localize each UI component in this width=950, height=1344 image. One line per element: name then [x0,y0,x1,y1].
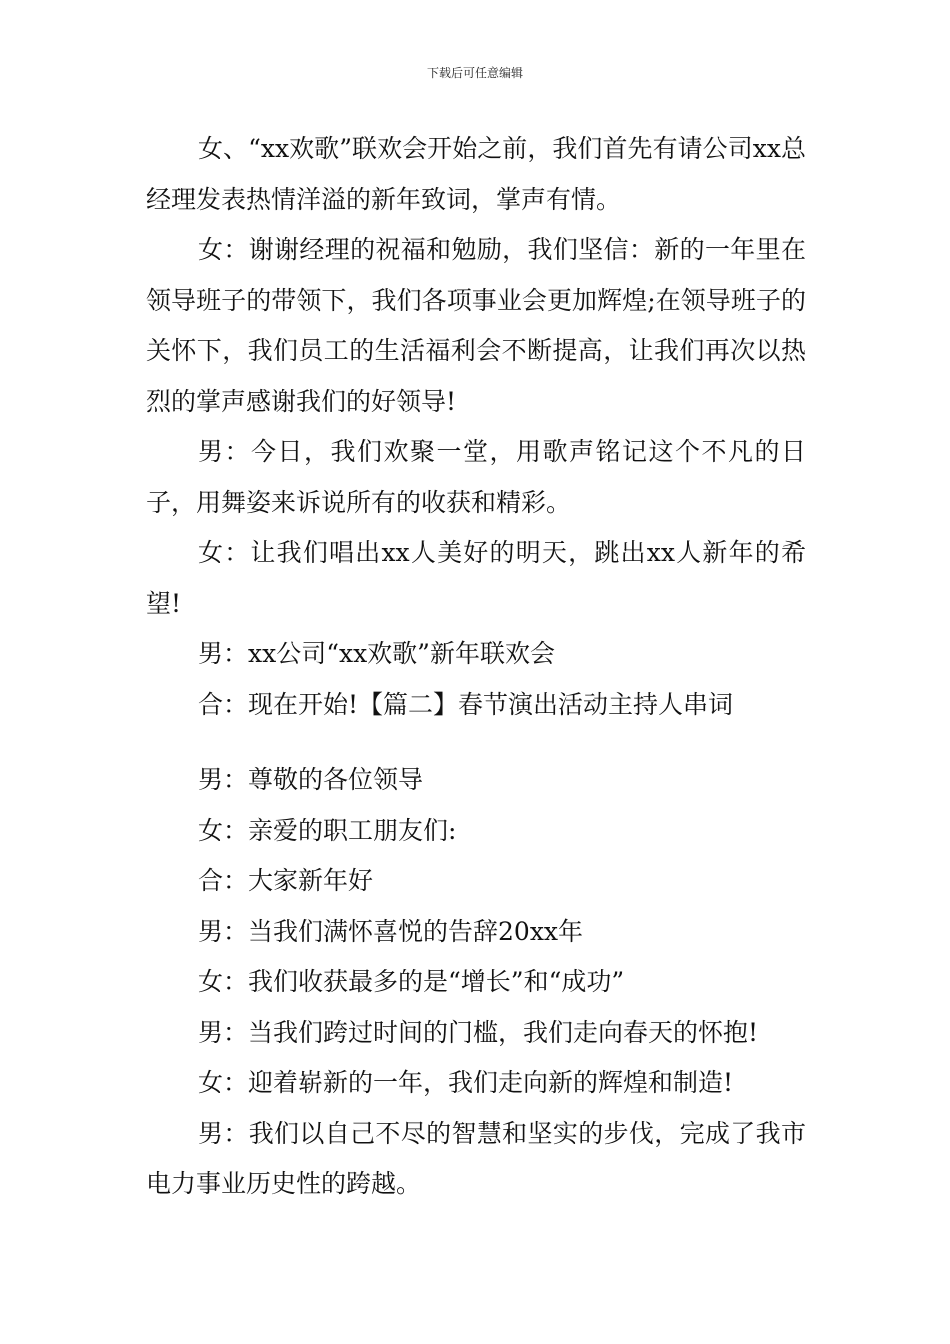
document-body [146,124,806,1210]
paragraph: 男：xx公司“xx欢歌”新年联欢会 [198,639,555,668]
paragraph: 男：当我们跨过时间的门槛，我们走向春天的怀抱! [198,1017,759,1047]
paragraph: 女：迎着崭新的一年，我们走向新的辉煌和制造! [198,1068,734,1097]
paragraph: 合：大家新年好 [198,866,374,895]
paragraph: 合：现在开始!【篇二】春节演出活动主持人串词 [198,689,734,719]
paragraph: 男：当我们满怀喜悦的告辞20xx年 [198,916,584,946]
paragraph: 女：我们收获最多的是“增长”和“成功” [198,967,625,996]
paragraph: 男：尊敬的各位领导 [198,765,424,794]
section-gap [146,730,806,755]
page-header: 下载后可任意编辑 [426,66,523,80]
paragraph: 女、“xx欢歌”联欢会开始之前，我们首先有请公司xx总经理发表热情洋溢的新年致词，掌声有情。 [146,134,806,214]
paragraph: 女：亲爱的职工朋友们: [198,815,457,845]
paragraph: 女：让我们唱出xx人美好的明天，跳出xx人新年的希望! [146,538,806,618]
paragraph: 男：今日，我们欢聚一堂，用歌声铭记这个不凡的日子，用舞姿来诉说所有的收获和精彩。 [146,437,806,517]
paragraph: 女：谢谢经理的祝福和勉励，我们坚信：新的一年里在领导班子的带领下，我们各项事业会更加辉煌;在领导班子的关怀下，我们员工的生活福利会不断提高，让我们再次以热烈的掌声感谢我们的好领导! [146,235,806,416]
paragraph: 男：我们以自己不尽的智慧和坚实的步伐，完成了我市电力事业历史性的跨越。 [146,1118,806,1198]
